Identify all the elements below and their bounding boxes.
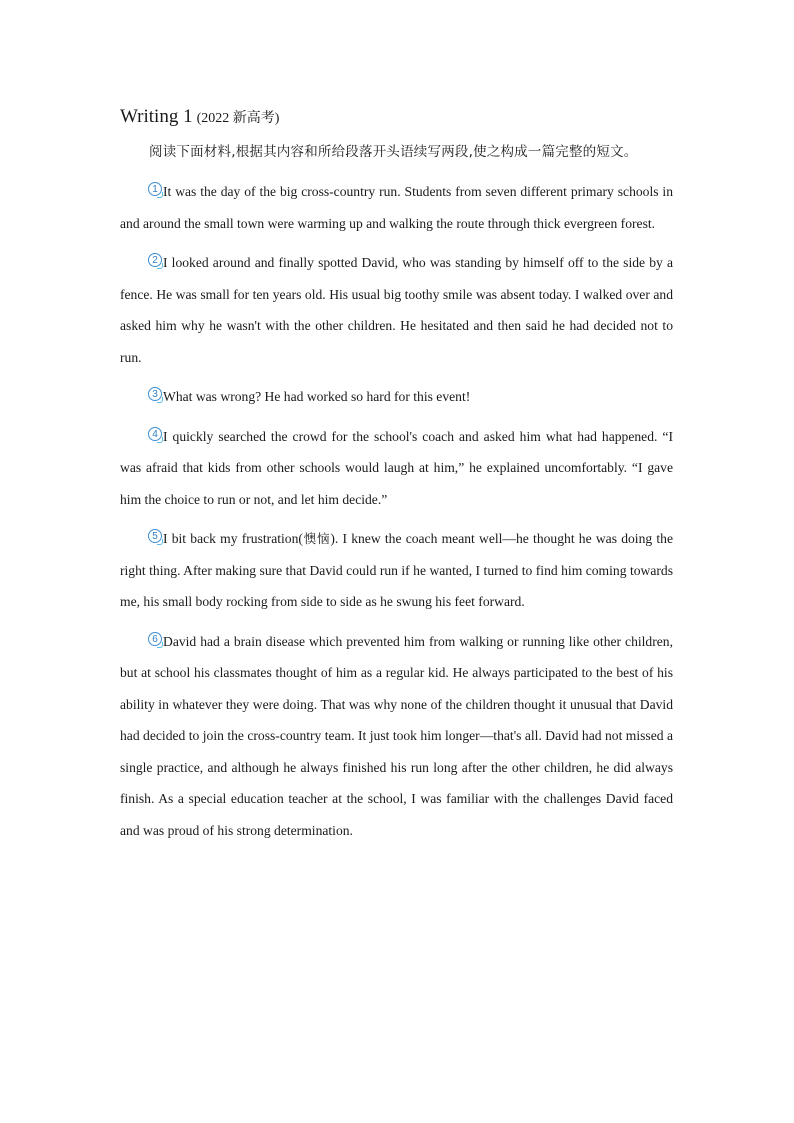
- chinese-gloss: 懊恼: [302, 531, 331, 546]
- paragraph-text: What was wrong? He had worked so hard for this event!: [163, 389, 471, 404]
- heading-subtitle: (2022 新高考): [196, 111, 280, 126]
- paragraph-text: David had a brain disease which prevented him from walking or running like other children, but at school his classmates thought of him as a regular kid. He always participated to the best of his ability in whatever they were doing. That was why none of the children thought it unusual that David had decided to join the cross-country team. It just took him longer—that's all. David had not missed a single practice, and although he always finished his run long after the other children, he did always finish. As a special education teacher at the school, I was familiar with the challenges David faced and was proud of his strong determination.: [120, 633, 673, 838]
- paragraph-2: [120, 247, 673, 373]
- paragraph-number-icon: 1: [148, 182, 162, 196]
- instruction-text: 阅读下面材料,根据其内容和所给段落开头语续写两段,使之构成一篇完整的短文。: [149, 144, 638, 160]
- heading: [120, 104, 673, 132]
- paragraph-number-icon: 2: [148, 253, 162, 267]
- heading-title: Writing 1: [120, 106, 193, 127]
- paragraph-3: [120, 381, 673, 413]
- paragraph-text: I quickly searched the crowd for the school's coach and asked him what had happened. “I was afraid that kids from other schools would laugh at him,” he explained uncomfortably. “I gave him the choice to run or not, and let him decide.”: [120, 428, 673, 507]
- paragraph-4: [120, 421, 673, 516]
- paragraph-text: I looked around and finally spotted David, who was standing by himself off to the side by a fence. He was small for ten years old. His usual big toothy smile was absent today. I walked over and asked him why he wasn't with the other children. He hesitated and then said he had decided not to run.: [120, 255, 673, 365]
- paragraph-6: [120, 626, 673, 847]
- paragraph-text-before: I bit back my frustration(: [163, 531, 303, 546]
- paragraph-5: [120, 523, 673, 618]
- paragraph-number-icon: 5: [148, 529, 162, 543]
- paragraph-number-icon: 4: [148, 427, 162, 441]
- paragraph-1: [120, 176, 673, 239]
- document-page: [120, 104, 673, 854]
- paragraph-text-after: ). I knew the coach meant well—he thought he was doing the right thing. After making sure that David could run if he wanted, I turned to find him coming towards me, his small body rocking from side to side as he swung his feet forward.: [120, 531, 673, 609]
- paragraph-text: It was the day of the big cross-country run. Students from seven different primary schools in and around the small town were warming up and walking the route through thick evergreen forest.: [120, 184, 673, 231]
- paragraph-number-icon: 6: [148, 632, 162, 646]
- paragraph-number-icon: 3: [148, 387, 162, 401]
